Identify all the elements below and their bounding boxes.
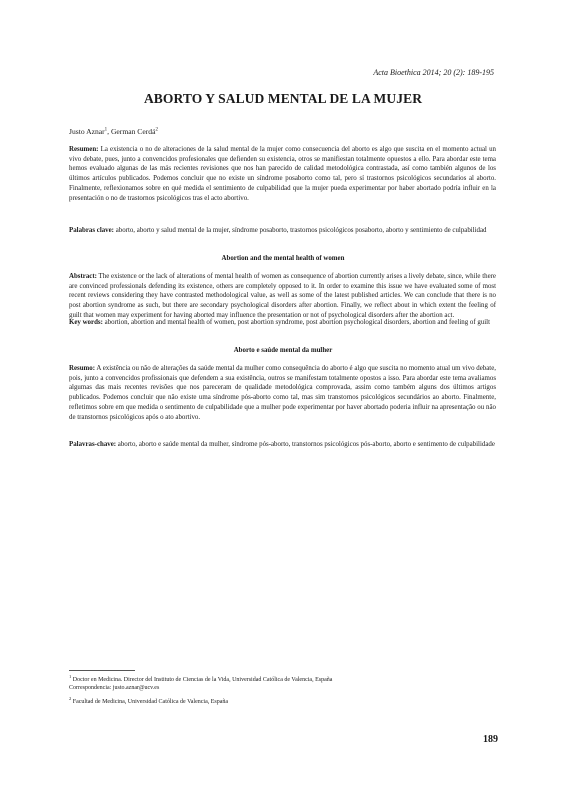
resumen-text: La existencia o no de alteraciones de la salud mental de la mujer como consecuencia del aborto es algo que suscita en el momento actual un vivo debate, pues, junto a convencidos profesionales que defienden su existencia, otros se manifiestan totalmente opuestos a ello. Para abordar este tema hemos evaluado algunas de las más recientes revisiones que nos han parecido de calidad metodológica contrastada, así como también algunos de los últimos artículos publicados. Podemos concluir que no existe un síndrome posaborto como tal, pero sí trastornos psicológicos secundarios al aborto. Finalmente, reflexionamos sobre en qué medida el sentimiento de culpabilidad que la mujer pueda experimentar por haber abortado podría influir en la presentación o no de trastornos psicológicos tras el acto abortivo.: [69, 146, 496, 202]
abstract-label: Abstract:: [69, 273, 97, 280]
article-title: ABORTO Y SALUD MENTAL DE LA MUJER: [143, 91, 423, 106]
english-heading: Abortion and the mental health of women: [221, 255, 345, 262]
resumo-paragraph: [69, 364, 496, 422]
footnote-1-mark: 1: [69, 674, 72, 679]
footnote-divider: [69, 670, 135, 671]
palabras-clave-paragraph: [69, 226, 496, 236]
portuguese-heading: Aborto e saúde mental da mulher: [233, 347, 333, 354]
resumen-label: Resumen:: [69, 146, 99, 153]
footnote-2-text: Facultad de Medicina, Universidad Católica de Valencia, España: [71, 699, 229, 705]
footnote-1: [69, 673, 332, 684]
journal-reference: Acta Bioethica 2014; 20 (2): 189-195: [373, 68, 494, 77]
author-1: Justo Aznar: [69, 127, 105, 136]
author-2-footnote-mark: 2: [155, 127, 158, 133]
palabras-clave-text: aborto, aborto y salud mental de la mujer, síndrome posaborto, trastornos psicológicos posaborto, aborto y sentimiento de culpabilidad: [113, 227, 487, 234]
author-2: , German Cerdá: [107, 127, 156, 136]
footnote-2: [69, 695, 228, 706]
author-1-footnote-mark: 1: [104, 127, 108, 133]
resumo-text: A existência ou não de alterações da saúde mental da mulher como consequência do aborto é algo que suscita no momento atual um vivo debate, pois, junto a convencidos profissionais que defendem a sua existência, outros se manifestam totalmente opostos a isso. Para abordar este tema avaliamos algumas das mais recentes revisões que nos pareceram de qualidade metodológica comprovada, assim como também alguns dos últimos artigos publicados. Podemos concluir que não existe uma síndrome pós-aborto como tal, mas sim transtornos psicológicos secundários ao aborto. Finalmente, refletimos sobre em que medida o sentimento de culpabilidade que a mulher pode experimentar por haver abortado poderia influir na apresentação ou não de transtornos psicológicos após o ato abortivo.: [69, 365, 496, 421]
palavras-chave-label: Palavras-chave:: [69, 441, 117, 448]
abstract-paragraph: [69, 272, 496, 321]
page-number: 189: [483, 734, 498, 745]
abstract-text: The existence or the lack of alterations of mental health of women as consequence of abortion currently arises a lively debate, since, while there are convinced professionals defending its existence, others are completely opposed to it. In order to examine this issue we have evaluated some of most recent reviews considering they have contrasted methodological value, as well as some of the latest published articles. We can conclude that there is no post abortion syndrome as such, but there are secondary psychological disorders after abortion. Finally, we reflect about in which extent the feeling of guilt that women may experiment for having aborted may influence the presentation or not of psychological disorders after the abortion act.: [69, 273, 496, 319]
footnote-2-mark: 2: [69, 696, 72, 701]
key-words-paragraph: [69, 318, 496, 328]
palavras-chave-paragraph: [69, 440, 496, 450]
palabras-clave-label: Palabras clave:: [69, 227, 114, 234]
key-words-label: Key words:: [69, 319, 103, 326]
palavras-chave-text: aborto, aborto e saúde mental da mulher, síndrome pós-aborto, transtornos psicológicos pós-aborto, aborto e sentimento de culpabilidade: [116, 441, 495, 448]
resumen-paragraph: [69, 145, 496, 203]
correspondence-line: Correspondencia: justo.aznar@ucv.es: [69, 685, 160, 691]
footnote-1-text: Doctor en Medicina. Director del Instituto de Ciencias de la Vida, Universidad Católica de Valencia, España: [71, 677, 333, 683]
author-line: [69, 127, 158, 136]
resumo-label: Resumo:: [69, 365, 96, 372]
key-words-text: abortion, abortion and mental health of women, post abortion syndrome, post abortion psychological disorders, abortion and feeling of guilt: [102, 319, 491, 326]
